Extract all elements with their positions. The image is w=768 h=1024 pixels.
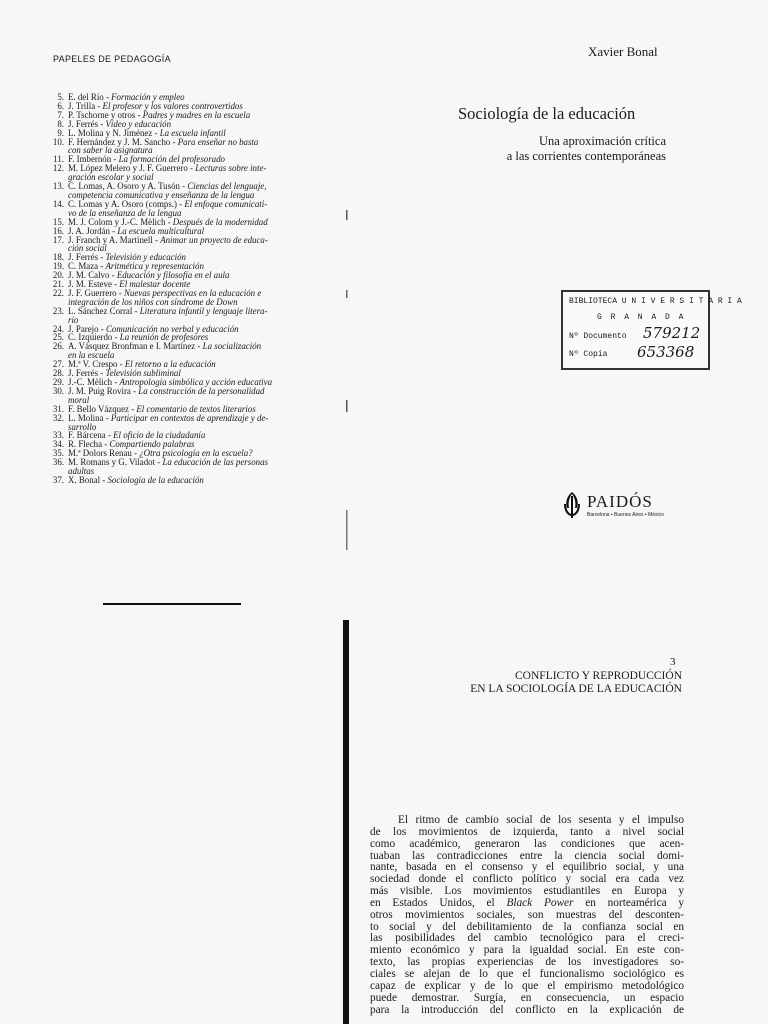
series-item-number: 20. <box>52 270 64 281</box>
series-item-number: 37. <box>52 474 64 485</box>
author-segment: M. Romans y G. Viladot - <box>68 457 163 468</box>
stamp-copy-label: Nº Copia <box>569 350 608 359</box>
body-text-line: en Estados Unidos, el Black Power en norteamérica y <box>370 896 684 909</box>
book-title-segment: con saber la asignatura <box>68 145 153 156</box>
series-item-number: 9. <box>57 127 64 138</box>
book-title-segment: La reunión de profesores <box>119 332 209 343</box>
author-segment: M. J. Colom y J.-C. Mèlich - <box>68 216 173 227</box>
body-text-line: como académico, generaron las condiciones que acen- <box>370 837 684 850</box>
book-title-segment: Compartiendo palabras <box>109 439 195 450</box>
series-item-number: 18. <box>52 252 64 263</box>
series-item-number: 7. <box>57 109 64 120</box>
series-item-text <box>68 307 333 325</box>
series-item-number: 17. <box>52 234 64 245</box>
series-item-number: 24. <box>52 323 64 334</box>
series-list-item <box>38 236 333 254</box>
series-item-number: 5. <box>57 92 64 102</box>
book-title-segment: Educación y filosofía en el aula <box>116 270 230 281</box>
series-item-text <box>68 236 333 254</box>
body-text-line: texto, las propias experiencias de los investigadores so- <box>370 956 684 969</box>
book-title-segment: sarrollo <box>68 421 97 432</box>
book-title-segment: La escuela infantil <box>159 127 226 138</box>
book-title-segment: El oficio de la ciudadanía <box>113 430 206 441</box>
author-segment: J. Ferrés - <box>68 118 106 129</box>
book-title-segment: Comunicación no verbal y educación <box>105 323 239 334</box>
author-segment: C. Lomas, A. Osoro y A. Tusón - <box>68 181 188 192</box>
book-title-segment: Sociología de la educación <box>107 474 204 485</box>
author-segment: F. Bello Vázquez - <box>68 403 137 414</box>
author-segment: J. Ferrés - <box>68 252 106 263</box>
series-list-item <box>38 164 333 182</box>
stamp-document-label: Nº Documento <box>569 332 627 341</box>
book-title-segment: competencia comunicativa y enseñanza de la lengua <box>68 189 255 200</box>
author-segment: E. del Río - <box>68 92 112 102</box>
series-item-number: 28. <box>52 368 64 379</box>
book-title-segment: El comentario de textos literarios <box>136 403 256 414</box>
series-item-number: 35. <box>52 448 64 459</box>
book-title-segment: ¿Otra psicología en la escuela? <box>139 448 253 459</box>
series-item-line <box>68 476 333 485</box>
series-item-text <box>68 289 333 307</box>
chapter-body-text <box>370 815 684 1016</box>
chapter-title <box>420 670 682 696</box>
author-segment: J. A. Jordán - <box>68 225 118 236</box>
series-item-text <box>68 387 333 405</box>
book-title-segment: Animar un proyecto de educa- <box>160 234 268 245</box>
series-item-text <box>68 476 333 485</box>
author-segment: C. Maza - <box>68 261 106 272</box>
series-item-number: 34. <box>52 439 64 450</box>
series-item-line <box>68 387 333 396</box>
book-title-segment: moral <box>68 394 90 405</box>
series-item-number: 13. <box>52 181 64 192</box>
series-title: PAPELES DE PEDAGOGÍA <box>53 54 171 64</box>
author-segment: J. Franch y A. Martinell - <box>68 234 161 245</box>
series-item-number: 10. <box>52 136 64 147</box>
body-text-line: más visible. Los movimientos estudiantiles en Europa y <box>370 885 684 898</box>
series-item-number: 29. <box>52 377 64 387</box>
book-title-segment: Literatura infantil y lenguaje litera- <box>139 305 268 316</box>
book-title-segment: Formación y empleo <box>111 92 185 102</box>
series-item-text <box>68 200 333 218</box>
series-list-item <box>38 476 333 485</box>
body-text-line: las posibilidades del cambio tecnológico para el creci- <box>370 932 684 945</box>
margin-scan-marks <box>345 90 349 560</box>
author-segment: L. Molina y N. Jiménez - <box>68 127 160 138</box>
series-item-text <box>68 342 333 360</box>
author-name: Xavier Bonal <box>588 44 658 59</box>
series-list-item <box>38 414 333 432</box>
book-title-segment: Vídeo y educación <box>105 118 172 129</box>
series-item-number: 15. <box>52 216 64 227</box>
book-title-segment: ción social <box>68 243 107 254</box>
book-title-segment: El malestar docente <box>119 279 191 290</box>
author-segment: J. Ferrés - <box>68 368 106 379</box>
book-title-segment: Lecturas sobre inte- <box>195 163 267 174</box>
series-item-number: 8. <box>57 118 64 129</box>
series-item-number: 14. <box>52 198 64 209</box>
series-item-text <box>68 138 333 156</box>
publisher-cities: Barcelona • Buenos Aires • México <box>587 512 664 518</box>
stamp-library-line: BIBLIOTECA U N I V E R S I T A R I A <box>569 297 742 306</box>
body-text-line: nante, basada en el consenso y el equilibrio social, y una <box>370 861 684 874</box>
body-text-line: de los movimientos de izquierda, tanto a nivel social <box>370 825 684 838</box>
series-item-number: 33. <box>52 430 64 441</box>
book-title-segment: Nuevas perspectivas en la educación e <box>123 287 262 298</box>
series-item-text <box>68 414 333 432</box>
series-item-number: 12. <box>52 163 64 174</box>
author-segment: L. Molina - <box>68 412 111 423</box>
series-item-text <box>68 182 333 200</box>
series-list-item <box>38 342 333 360</box>
stamp-copy-number: 653368 <box>637 343 695 361</box>
chapter-title-line: CONFLICTO Y REPRODUCCIÓN <box>515 670 682 682</box>
author-segment: F. Imbernón - <box>68 154 119 165</box>
author-segment: M. López Melero y J. F. Guerrero - <box>68 163 196 174</box>
book-title-segment: Ciencias del lenguaje, <box>187 181 267 192</box>
body-text-line: El ritmo de cambio social de los sesenta y el impulso <box>398 814 684 826</box>
chapter-title-line: EN LA SOCIOLOGÍA DE LA EDUCACIÓN <box>470 683 682 695</box>
library-stamp <box>561 290 742 370</box>
series-list-item <box>38 182 333 200</box>
page-gutter-shadow <box>343 620 349 1024</box>
series-item-number: 23. <box>52 305 64 316</box>
series-list-item <box>38 387 333 405</box>
series-item-line <box>68 307 333 316</box>
series-item-number: 11. <box>53 154 64 165</box>
series-item-number: 22. <box>52 287 64 298</box>
author-segment: J. Parejo - <box>68 323 106 334</box>
book-title-segment: vo de la enseñanza de la lengua <box>68 207 182 218</box>
book-title-segment: La escuela multicultural <box>117 225 205 236</box>
series-item-text <box>68 458 333 476</box>
subtitle-line: a las corrientes contemporáneas <box>506 149 666 163</box>
author-segment: J. Trilla - <box>68 100 103 111</box>
book-title: Sociología de la educación <box>458 104 636 123</box>
book-title-segment: El profesor y los valores controvertidos <box>102 100 243 111</box>
book-title-segment: La formación del profesorado <box>118 154 225 165</box>
series-list-item <box>38 289 333 307</box>
book-title-segment: adultas <box>68 466 95 477</box>
body-text-line: puede demostrar. Surgía, en consecuencia, un espacio <box>370 991 684 1004</box>
paidos-emblem-icon <box>561 490 583 520</box>
book-title-segment: Después de la modernidad <box>172 216 268 227</box>
book-title-segment: gración escolar y social <box>68 172 154 183</box>
author-segment: C. Lomas y A. Osoro (comps.) - <box>68 198 185 209</box>
author-segment: M.ª V. Crespo - <box>68 359 125 370</box>
author-segment: J. M. Esteve - <box>68 279 120 290</box>
series-item-line <box>68 414 333 423</box>
book-subtitle <box>470 134 666 164</box>
book-title-segment: integración de los niños con síndrome de Down <box>68 296 238 307</box>
series-list-item <box>38 200 333 218</box>
author-segment: J. M. Puig Rovira - <box>68 385 139 396</box>
book-title-segment: El retorno a la educación <box>124 359 216 370</box>
series-item-number: 31. <box>52 403 64 414</box>
book-title-segment: Aritmética y representación <box>105 261 204 272</box>
series-list <box>38 93 333 485</box>
book-title-segment: rio <box>68 314 79 325</box>
author-segment: J.-C. Mèlich - <box>68 377 120 387</box>
book-title-segment: La educación de las personas <box>162 457 268 468</box>
book-title-segment: La socialización <box>202 341 262 352</box>
series-item-number: 25. <box>52 332 64 343</box>
body-text-line: ciales se alejan de lo que el funcionalismo sociológico es <box>370 967 684 980</box>
author-segment: R. Flecha - <box>68 439 110 450</box>
body-text-line: tuaban las contradicciones entre la ciencia social domi- <box>370 849 684 862</box>
author-segment: X. Bonal - <box>68 474 108 485</box>
series-item-number: 27. <box>52 359 64 370</box>
stamp-document-number: 579212 <box>643 324 701 342</box>
book-title-segment: El enfoque comunicati- <box>184 198 268 209</box>
series-list-item <box>38 307 333 325</box>
body-text-line: miento económico y para la igualdad social. En este con- <box>370 944 684 957</box>
author-segment: P. Tschorne y otros - <box>68 109 143 120</box>
author-segment: C. Izquierdo - <box>68 332 120 343</box>
series-item-number: 36. <box>52 457 64 468</box>
chapter-number: 3 <box>670 656 676 668</box>
book-title-segment: Televisión subliminal <box>105 368 181 379</box>
publisher-name: PAIDÓS <box>587 492 653 511</box>
body-text-line: sociedad donde el conflicto político y social era cada vez <box>370 873 684 886</box>
series-item-number: 19. <box>52 261 64 272</box>
body-text-line: to social y del debilitamiento de la confianza social en <box>370 920 684 933</box>
book-title-segment: en la escuela <box>68 350 115 361</box>
series-item-number: 26. <box>52 341 64 352</box>
author-segment: M.ª Dolors Renau - <box>68 448 140 459</box>
book-title-segment: Para enseñar no basta <box>177 136 259 147</box>
series-item-number: 16. <box>52 225 64 236</box>
page-rule <box>103 603 241 605</box>
book-title-segment: Televisión y educación <box>105 252 186 263</box>
author-segment: F. Hernández y J. M. Sancho - <box>68 136 178 147</box>
book-title-segment: Participar en contextos de aprendizaje y de- <box>110 412 269 423</box>
stamp-city-line: G R A N A D A <box>597 313 686 322</box>
series-item-number: 21. <box>52 279 64 290</box>
author-segment: A. Vásquez Bronfman e I. Martínez - <box>68 341 203 352</box>
series-item-line <box>68 458 333 467</box>
author-segment: F. Bárcena - <box>68 430 114 441</box>
series-item-number: 30. <box>52 385 64 396</box>
body-text-line: otros movimientos sociales, son muestras del desconten- <box>370 908 684 921</box>
series-list-item <box>38 458 333 476</box>
series-item-number: 6. <box>57 100 64 111</box>
body-text-line: capaz de explicar y de lo que el empirismo metodológico <box>370 979 684 992</box>
emphasis-text: Black Power <box>506 896 574 909</box>
book-title-segment: La construcción de la personalidad <box>138 385 265 396</box>
series-list-item <box>38 138 333 156</box>
book-title-segment: Antropología simbólica y acción educativa <box>119 377 273 387</box>
author-segment: L. Sánchez Corral - <box>68 305 140 316</box>
subtitle-line: Una aproximación crítica <box>538 134 666 148</box>
book-title-segment: Padres y madres en la escuela <box>142 109 251 120</box>
series-item-text <box>68 164 333 182</box>
body-text-line: para la introducción del conflicto en la explicación de <box>370 1003 684 1016</box>
series-item-number: 32. <box>52 412 64 423</box>
series-item-line <box>68 236 333 245</box>
author-segment: J. F. Guerrero - <box>68 287 124 298</box>
author-segment: J. M. Calvo - <box>68 270 117 281</box>
